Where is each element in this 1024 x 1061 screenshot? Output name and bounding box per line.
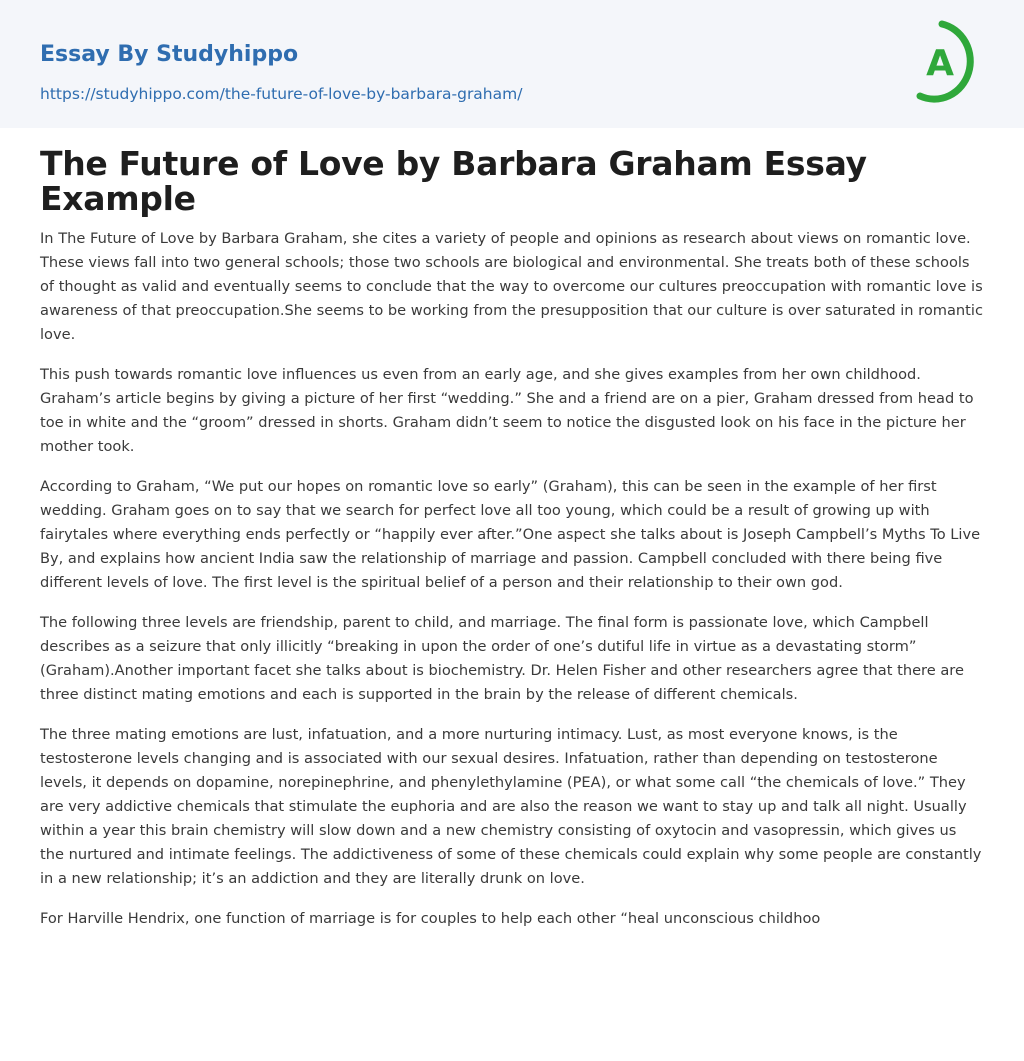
essay-paragraph: This push towards romantic love influences us even from an early age, and she gives examples from her own childhood. Graham’s article begins by giving a picture of her first “wedding.” She and a friend are on a pier, Graham dressed from head to toe in white and the “groom” dressed in shorts. Graham didn’t seem to notice the disgusted look on his face in the picture her mother took. xyxy=(40,366,974,455)
essay-body xyxy=(40,227,984,931)
site-header xyxy=(0,0,1024,128)
essay-paragraph: For Harville Hendrix, one function of marriage is for couples to help each other “heal unconscious childhoo xyxy=(40,910,821,927)
essay-paragraph: In The Future of Love by Barbara Graham, she cites a variety of people and opinions as research about views on romantic love. These views fall into two general schools; those two schools are biological and environmental. She treats both of these schools of thought as valid and eventually seems to conclude that the way to overcome our cultures preoccupation with romantic love is awareness of that preoccupation.She seems to be working from the presupposition that our culture is over saturated in romantic love. xyxy=(40,230,983,343)
article xyxy=(40,146,984,947)
logo-letter: A xyxy=(926,43,954,84)
source-url-link[interactable]: https://studyhippo.com/the-future-of-love-by-barbara-graham/ xyxy=(40,85,523,103)
essay-paragraph: The following three levels are friendship, parent to child, and marriage. The final form is passionate love, which Campbell describes as a seizure that only illicitly “breaking in upon the order of one’s dutiful life in virtue as a devastating storm” (Graham).Another important facet she talks about is biochemistry. Dr. Helen Fisher and other researchers agree that there are three distinct mating emotions and each is supported in the brain by the release of different chemicals. xyxy=(40,614,964,703)
essay-paragraph: According to Graham, “We put our hopes on romantic love so early” (Graham), this can be seen in the example of her first wedding. Graham goes on to say that we search for perfect love all too young, which could be a result of growing up with fairytales where everything ends perfectly or “happily ever after.”One aspect she talks about is Joseph Campbell’s Myths To Live By, and explains how ancient India saw the relationship of marriage and passion. Campbell concluded with there being five different levels of love. The first level is the spiritual belief of a person and their relationship to their own god. xyxy=(40,478,981,591)
studyhippo-logo-icon[interactable] xyxy=(912,18,986,106)
brand-title[interactable]: Essay By Studyhippo xyxy=(40,42,299,67)
page-title: The Future of Love by Barbara Graham Essay Example xyxy=(40,144,867,218)
essay-paragraph: The three mating emotions are lust, infatuation, and a more nurturing intimacy. Lust, as most everyone knows, is the testosterone levels changing and is associated with our sexual desires. Infatuation, rather than depending on testosterone levels, it depends on dopamine, norepinephrine, and phenylethylamine (PEA), or what some call “the chemicals of love.” They are very addictive chemicals that stimulate the euphoria and are also the reason we want to stay up and talk all night. Usually within a year this brain chemistry will slow down and a new chemistry consisting of oxytocin and vasopressin, which gives us the nurtured and intimate feelings. The addictiveness of some of these chemicals could explain why some people are constantly in a new relationship; it’s an addiction and they are literally drunk on love. xyxy=(40,726,982,887)
